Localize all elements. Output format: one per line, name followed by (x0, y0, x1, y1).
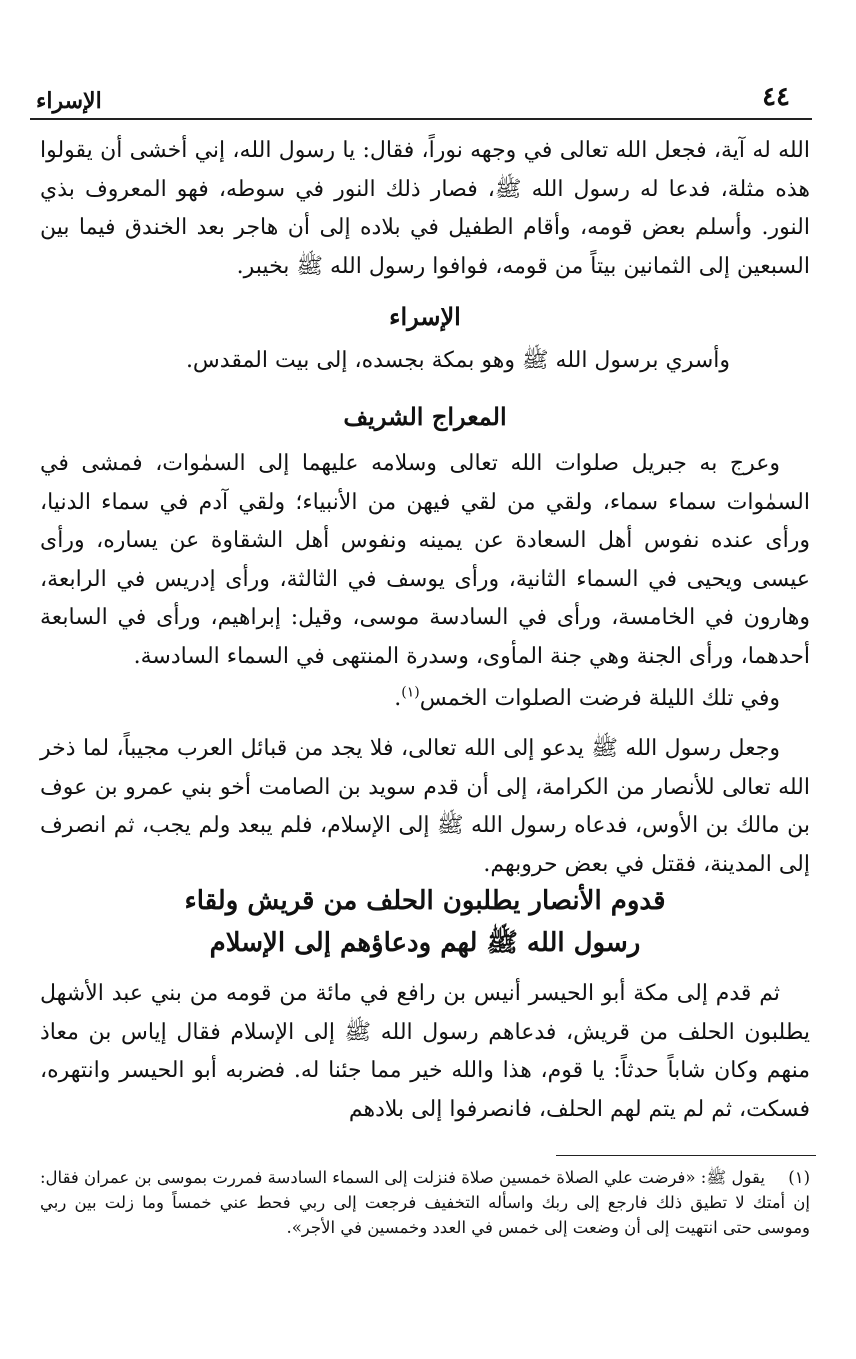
paragraph-tufayl: الله له آية، فجعل الله تعالى في وجهه نوراً، فقال: يا رسول الله، إني أخشى أن يقولوا هذه مثلة، فدعا له رسول الله ﷺ، فصار ذلك النور في سوطه، فهو المعروف بذي النور. وأسلم بعض قومه، وأقام الطفيل في بلاده إلى أن هاجر بعد الخندق فيما بين السبعين إلى الثمانين بيتاً من قومه، فوافوا رسول الله ﷺ بخيبر. (40, 138, 810, 279)
footnote (40, 1165, 810, 1240)
paragraph-isra: وأسري برسول الله ﷺ وهو بمكة بجسده، إلى بيت المقدس. (185, 348, 730, 373)
heading-ansar-line2: رسول الله ﷺ لهم ودعاؤهم إلى الإسلام (209, 928, 641, 958)
heading-miraj: المعراج الشريف (343, 402, 507, 431)
footnote-marker: (١) (788, 1168, 810, 1187)
footnote-text: يقول ﷺ: «فرضت علي الصلاة خمسين صلاة فنزلت إلى السماء السادسة فمررت بموسى بن عمران فقال: إن أمتك لا تطيق ذلك فارجع إلى ربك واسأله التخفيف فرجعت إلى ربي فحط عني خمساً وما زلت بين ربي وموسى حتى انتهيت إلى أن وضعت إلى خمس في العدد وخمسين في الأجر». (40, 1168, 810, 1237)
paragraph-abu-haysar: ثم قدم إلى مكة أبو الحيسر أنيس بن رافع في مائة من قومه من بني عبد الأشهل يطلبون الحلف من قريش، فدعاهم رسول الله ﷺ إلى الإسلام فقال إياس بن معاذ منهم وكان شاباً حدثاً: يا قوم، هذا والله خير مما جئنا له. فضربه أبو الحيسر وانتهره، فسكت، ثم لم يتم لهم الحلف، فانصرفوا إلى بلادهم (40, 981, 810, 1122)
heading-isra: الإسراء (389, 302, 461, 331)
running-title: الإسراء (36, 88, 102, 114)
footnote-divider (556, 1155, 816, 1156)
paragraph-prayers (40, 680, 810, 719)
heading-ansar (40, 880, 810, 964)
paragraph-miraj: وعرج به جبريل صلوات الله تعالى وسلامه عليهما إلى السمٰوات، فمشى في السمٰوات سماء سماء، ولقي من لقي فيهن من الأنبياء؛ ولقي آدم في سماء الدنيا، ورأى عنده نفوس أهل السعادة عن يمينه ونفوس أهل الشقاوة عن يساره، ورأى عيسى ويحيى في السماء الثانية، ورأى يوسف في الثالثة، ورأى إدريس في الرابعة، وهارون في الخامسة، ورأى في السادسة موسى، وقيل: إبراهيم، ورأى في السابعة أحدهما، ورأى الجنة وهي جنة المأوى، وسدرة المنتهى في السماء السادسة. (40, 451, 810, 669)
paragraph-prayers-text: وفي تلك الليلة فرضت الصلوات الخمس (419, 686, 780, 711)
page-number: ٤٤ (762, 82, 790, 112)
heading-ansar-line1: قدوم الأنصار يطلبون الحلف من قريش ولقاء (184, 886, 666, 916)
header-divider (30, 118, 812, 120)
footnote-reference: (١) (401, 684, 420, 701)
running-header (30, 78, 810, 118)
paragraph-prayers-end: . (394, 686, 402, 711)
paragraph-dawah: وجعل رسول الله ﷺ يدعو إلى الله تعالى، فلا يجد من قبائل العرب مجيباً، لما ذخر الله تعالى للأنصار من الكرامة، إلى أن قدم سويد بن الصامت أخو بني عمرو بن عوف بن مالك بن الأوس، فدعاه رسول الله ﷺ إلى الإسلام، فلم يبعد ولم يجب، ثم انصرف إلى المدينة، فقتل في بعض حروبهم. (40, 736, 810, 877)
